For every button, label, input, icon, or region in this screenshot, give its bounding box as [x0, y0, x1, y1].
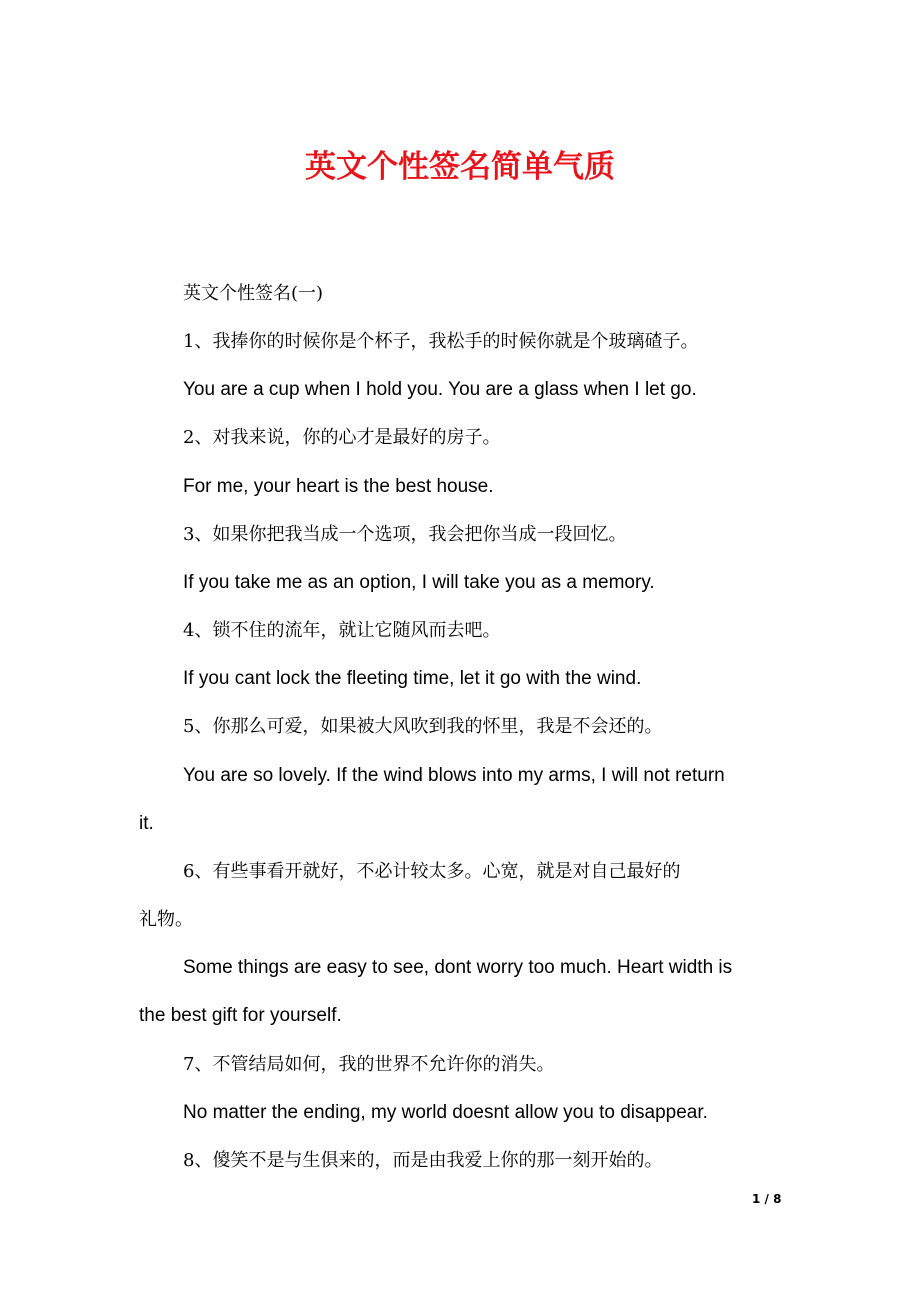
signature-line-en: If you take me as an option, I will take you as a memory.: [183, 572, 655, 593]
signature-line-en-continuation: it.: [139, 813, 154, 834]
signature-line-en: If you cant lock the fleeting time, let it go with the wind.: [183, 668, 642, 689]
signature-line-zh: 3、如果你把我当成一个选项，我会把你当成一段回忆。: [183, 524, 627, 545]
signature-line-zh: 5、你那么可爱，如果被大风吹到我的怀里，我是不会还的。: [183, 716, 663, 737]
signature-line-en-continuation: the best gift for yourself.: [139, 1005, 342, 1026]
signature-line-en: For me, your heart is the best house.: [183, 476, 494, 497]
signature-line-zh: 1、我捧你的时候你是个杯子，我松手的时候你就是个玻璃碴子。: [183, 331, 699, 352]
signature-line-zh: 8、傻笑不是与生俱来的，而是由我爱上你的那一刻开始的。: [183, 1150, 663, 1171]
signature-line-en: No matter the ending, my world doesnt allow you to disappear.: [183, 1102, 708, 1123]
section-heading: 英文个性签名(一): [183, 283, 324, 304]
signature-line-en: You are so lovely. If the wind blows into my arms, I will not return: [183, 765, 725, 786]
signature-line-zh: 4、锁不住的流年，就让它随风而去吧。: [183, 620, 501, 641]
signature-line-zh-continuation: 礼物。: [139, 909, 193, 930]
signature-line-zh: 7、不管结局如何，我的世界不允许你的消失。: [183, 1054, 555, 1075]
signature-line-zh: 6、有些事看开就好，不必计较太多。心宽，就是对自己最好的: [183, 861, 681, 882]
signature-line-en: Some things are easy to see, dont worry too much. Heart width is: [183, 957, 733, 978]
page-number: 1 / 8: [752, 1192, 782, 1206]
signature-line-en: You are a cup when I hold you. You are a glass when I let go.: [183, 379, 697, 400]
signature-line-zh: 2、对我来说，你的心才是最好的房子。: [183, 427, 501, 448]
document-title: 英文个性签名简单气质: [305, 149, 615, 185]
